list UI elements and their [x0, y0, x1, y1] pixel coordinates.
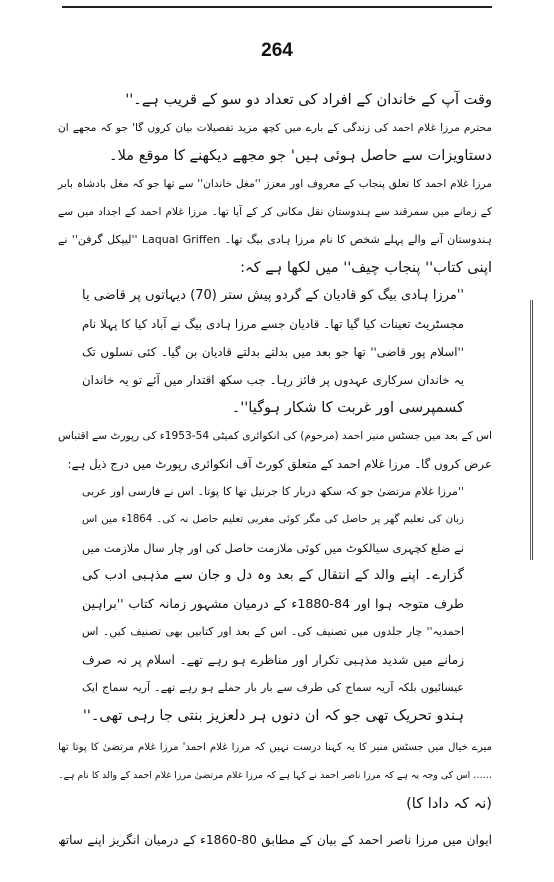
- text-line: وقت آپ کے خاندان کے افراد کی تعداد دو سو کے قریب ہے۔'': [125, 91, 492, 108]
- text-line: کے زمانے میں سمرقند سے ہندوستان نقل مکانی کر کے آیا تھا۔ مرزا غلام احمد کے اجداد میں سے: [58, 206, 492, 218]
- quote-line: ''مرزا غلام مرتضیٰ جو کہ سکھ دربار کا جرنیل تھا کا پوتا۔ اس نے فارسی اور عربی: [82, 485, 464, 498]
- quote-line: زبان کی تعلیم گھر پر حاصل کی مگر کوئی مغربی تعلیم حاصل نہ کی۔ 1864ء میں اس: [82, 514, 464, 525]
- quote-line: یہ خاندان سرکاری عہدوں پر فائز رہا۔ جب سکھ اقتدار میں آئے تو یہ خاندان: [82, 373, 464, 387]
- text-line: مرزا غلام احمد کا تعلق پنجاب کے معروف اور معزز ''مغل خاندان'' سے تھا جو کہ مغل بادشاہ بابر: [58, 178, 492, 190]
- quote-line: احمدیہ'' چار جلدوں میں تصنیف کی۔ اس کے بعد اور کتابیں بھی تصنیف کیں۔ اس: [82, 625, 464, 638]
- text-line: ہندوستان آنے والے پہلے شخص کا نام مرزا ہادی بیگ تھا۔ Laqual Griffen ''لیپکل گرفن'' نے: [58, 233, 492, 246]
- quote-line: گزارے۔ اپنے والد کے انتقال کے بعد وہ دل و جان سے مذہبی ادب کی: [82, 568, 464, 583]
- quote-line: کسمپرسی اور غربت کا شکار ہوگیا''۔: [231, 399, 464, 416]
- margin-rule: [530, 300, 533, 560]
- text-line: ایوان میں مرزا ناصر احمد کے بیان کے مطابق 80-1860ء کے درمیان انگریز اپنے ساتھ: [58, 833, 492, 847]
- quote-line: طرف متوجہ ہوا اور 84-1880ء کے درمیان مشہور زمانہ کتاب ''براہین: [82, 596, 464, 611]
- quote-line: نے ضلع کچہری سیالکوٹ میں کوئی ملازمت حاصل کی اور چار سال ملازمت میں: [82, 541, 464, 555]
- text-line: (نہ کہ دادا کا): [406, 795, 492, 812]
- text-line: میرے خیال میں جسٹس منیر کا یہ کہنا درست نہیں کہ مرزا غلام احمد' مرزا غلام مرتضیٰ کا پوتا تھا: [58, 742, 492, 753]
- text-line: عرض کروں گا۔ مرزا غلام احمد کے متعلق کورٹ آف انکوائری رپورٹ میں درج ذیل ہے:: [67, 457, 492, 471]
- quote-line: ''اسلام پور قاضی'' تھا جو بعد میں بدلتے بدلتے قادیان بن گیا۔ کئی نسلوں تک: [82, 345, 464, 359]
- quote-line: مجسٹریٹ تعینات کیا گیا تھا۔ قادیان جسے مرزا ہادی بیگ نے آباد کیا کا پہلا نام: [82, 317, 464, 331]
- text-line: …… اس کی وجہ یہ ہے کہ مرزا ناصر احمد نے کہا ہے کہ مرزا غلام مرتضیٰ مرزا غلام احمد کے والد کا نام ہے۔: [58, 770, 492, 781]
- text-line: اپنی کتاب'' پنجاب چیف'' میں لکھا ہے کہ:: [240, 259, 492, 276]
- top-rule: [62, 6, 492, 8]
- quote-line: ہندو تحریک تھی جو کہ ان دنوں ہر دلعزیز بنتی جا رہی تھی۔'': [82, 707, 464, 724]
- quote-line: عیسائیوں بلکہ آریہ سماج کی طرف سے بار بار حملے ہو رہے تھے۔ آریہ سماج ایک: [82, 681, 464, 694]
- page-number: 264: [261, 40, 293, 61]
- text-line: اس کے بعد میں جسٹس منیر احمد (مرحوم) کی انکوائری کمیٹی 54-1953ء کی رپورٹ سے اقتباس: [58, 430, 492, 442]
- text-line: محترم مرزا غلام احمد کی زندگی کے بارے میں کچھ مزید تفصیلات بیان کروں گا' جو کہ مجھے ان: [58, 122, 492, 134]
- quote-line: ''مرزا ہادی بیگ کو قادیان کے گردو پیش ستر (70) دیہاتوں پر قاضی یا: [82, 288, 464, 303]
- text-line: دستاویزات سے حاصل ہوئی ہیں' جو مجھے دیکھنے کا موقع ملا۔: [109, 147, 492, 164]
- quote-line: زمانے میں شدید مذہبی تکرار اور مناظرے ہو رہے تھے۔ اسلام پر نہ صرف: [82, 653, 464, 667]
